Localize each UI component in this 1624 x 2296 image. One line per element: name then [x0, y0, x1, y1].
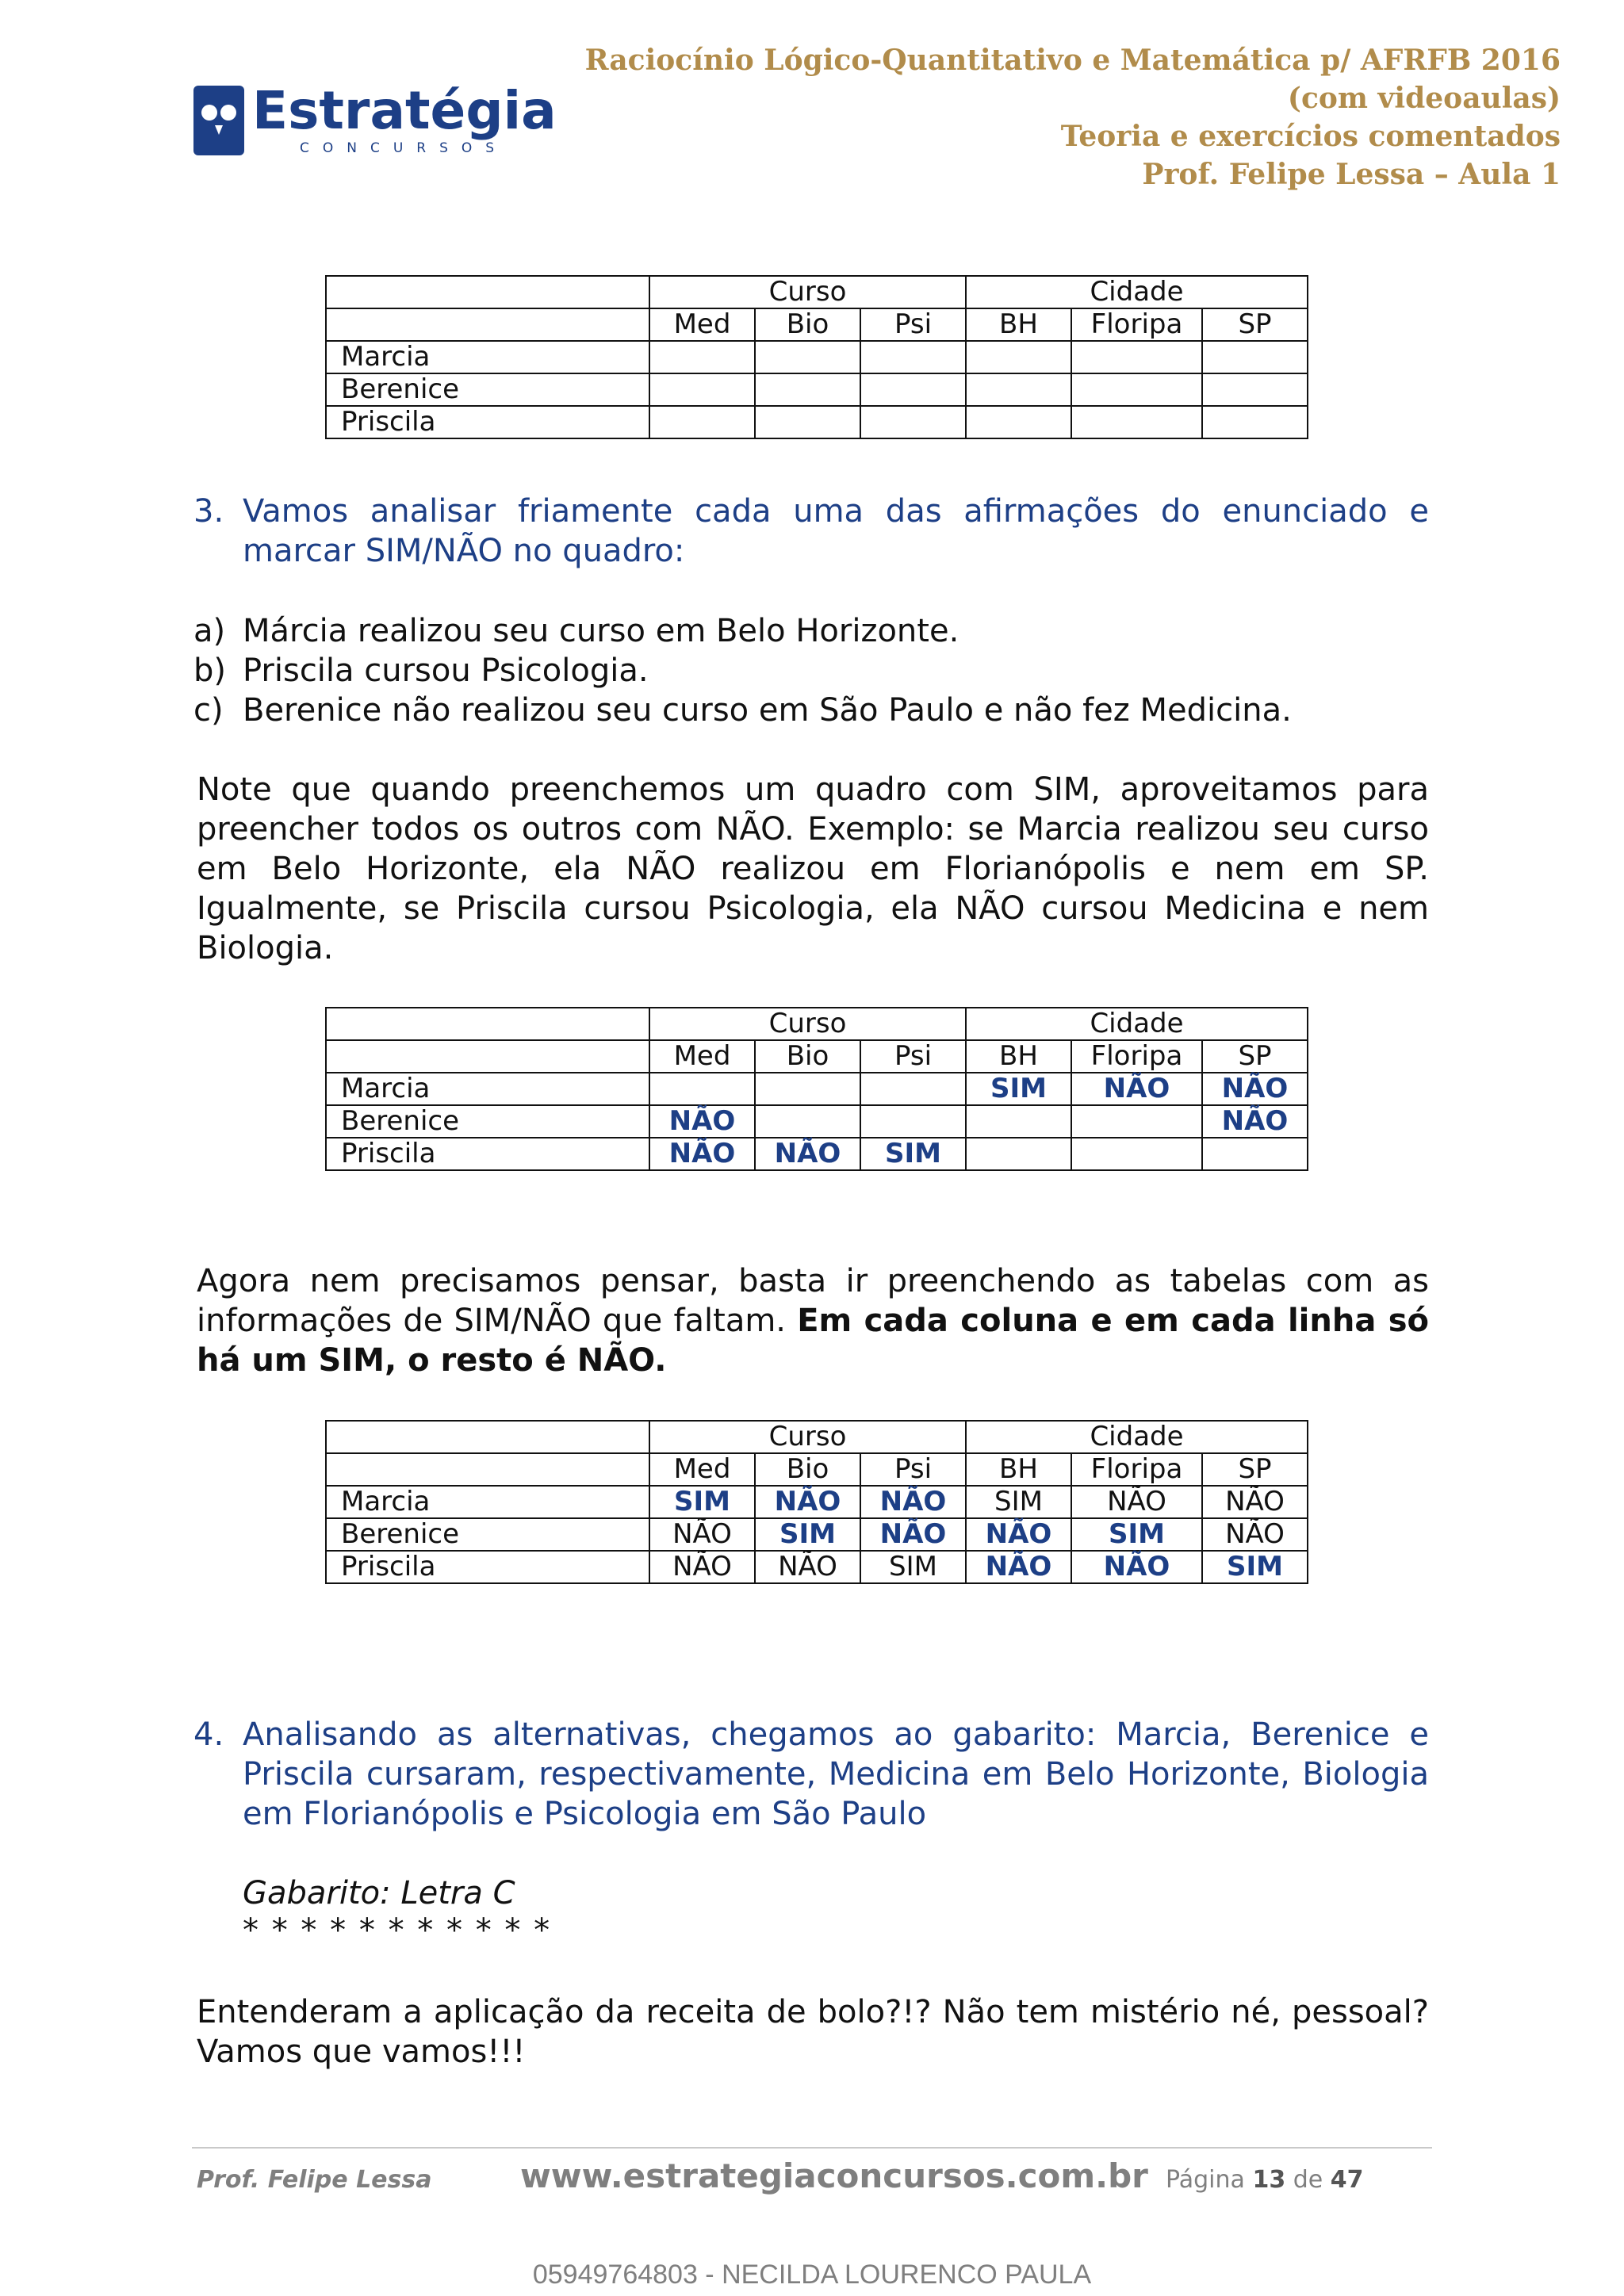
table-cell: NÃO	[966, 1518, 1071, 1551]
table-cell	[966, 406, 1071, 438]
table-cell: SIM	[966, 1073, 1071, 1105]
column-header: Med	[649, 1040, 755, 1073]
table-cell	[860, 341, 966, 373]
column-header: Psi	[860, 1453, 966, 1486]
header-curso: Curso	[649, 1421, 966, 1453]
table-cell	[1071, 1138, 1202, 1170]
table-empty	[325, 275, 1308, 439]
footer-author: Prof. Felipe Lessa	[197, 2166, 432, 2194]
estrategia-logo	[193, 81, 557, 160]
column-header: BH	[966, 308, 1071, 341]
table-cell: NÃO	[860, 1518, 966, 1551]
course-description: Teoria e exercícios comentados	[1060, 120, 1561, 153]
column-header: SP	[1202, 1453, 1308, 1486]
table-cell: NÃO	[1202, 1073, 1308, 1105]
table-cell: SIM	[966, 1486, 1071, 1518]
step-3-text: Vamos analisar friamente cada uma das afirmações do enunciado e marcar SIM/NÃO no quadro:	[243, 493, 1429, 569]
footer-divider	[192, 2147, 1432, 2149]
table-cell: NÃO	[649, 1551, 755, 1583]
column-header: Psi	[860, 1040, 966, 1073]
table-cell	[755, 406, 860, 438]
table-cell: SIM	[860, 1138, 966, 1170]
answer-line: Gabarito: Letra C	[243, 1875, 515, 1911]
table-cell: NÃO	[755, 1486, 860, 1518]
table-cell	[1071, 341, 1202, 373]
corner-cell	[326, 276, 649, 308]
now-paragraph	[197, 1261, 1429, 1380]
header-cidade: Cidade	[966, 1008, 1308, 1040]
row-name: Berenice	[326, 373, 649, 406]
step-3	[193, 492, 1429, 571]
row-name: Berenice	[326, 1518, 649, 1551]
table-cell	[966, 373, 1071, 406]
table-row	[326, 1105, 1308, 1138]
table-cell: NÃO	[1071, 1073, 1202, 1105]
table-cell	[755, 373, 860, 406]
row-name: Berenice	[326, 1105, 649, 1138]
header-cidade: Cidade	[966, 1421, 1308, 1453]
table-cell	[860, 1073, 966, 1105]
column-header: Floripa	[1071, 1453, 1202, 1486]
table-cell	[1071, 373, 1202, 406]
table-cell	[649, 1073, 755, 1105]
table-cell: SIM	[860, 1551, 966, 1583]
column-header: Bio	[755, 1453, 860, 1486]
separator-stars: * * * * * * * * * * *	[243, 1912, 552, 1949]
header-curso: Curso	[649, 1008, 966, 1040]
footer-page-number: Página 13 de 47	[1166, 2166, 1364, 2194]
table-cell	[966, 1105, 1071, 1138]
table-cell: NÃO	[1202, 1486, 1308, 1518]
table-cell	[1202, 341, 1308, 373]
table-cell	[1071, 1105, 1202, 1138]
note-paragraph: Note que quando preenchemos um quadro com SIM, aproveitamos para preencher todos os outros com NÃO. Exemplo: se Marcia realizou seu curso em Belo Horizonte, ela NÃO realizou em Florianópolis e nem em SP. Igualmente, se Priscila cursou Psicologia, ela NÃO cursou Medicina e nem Biologia.	[197, 771, 1429, 966]
table-cell	[860, 373, 966, 406]
corner-cell	[326, 1453, 649, 1486]
table-cell	[755, 341, 860, 373]
header-cidade: Cidade	[966, 276, 1308, 308]
statement-c: c) Berenice não realizou seu curso em São Paulo e não fez Medicina.	[193, 692, 1292, 729]
corner-cell	[326, 1040, 649, 1073]
row-name: Priscila	[326, 1138, 649, 1170]
table-cell: NÃO	[860, 1486, 966, 1518]
table-cell: SIM	[649, 1486, 755, 1518]
watermark-text: 05949764803 - NECILDA LOURENCO PAULA	[532, 2260, 1092, 2290]
column-header: Bio	[755, 1040, 860, 1073]
table-cell	[966, 341, 1071, 373]
course-header	[585, 41, 1561, 193]
row-name: Marcia	[326, 341, 649, 373]
table-cell: NÃO	[649, 1518, 755, 1551]
column-header: Bio	[755, 308, 860, 341]
table-cell: NÃO	[1202, 1105, 1308, 1138]
now-paragraph-bold: Em cada coluna e em cada linha só há um SIM, o resto é NÃO.	[197, 1303, 1429, 1379]
row-name: Priscila	[326, 406, 649, 438]
now-paragraph-plain: Agora nem precisamos pensar, basta ir preenchendo as tabelas com as informações de SIM/NÃO que faltam.	[197, 1263, 1429, 1339]
table-row	[326, 1486, 1308, 1518]
table-cell	[755, 1105, 860, 1138]
header-curso: Curso	[649, 276, 966, 308]
table-cell: SIM	[755, 1518, 860, 1551]
column-header: Floripa	[1071, 308, 1202, 341]
footer-site-link[interactable]: www.estrategiaconcursos.com.br	[520, 2156, 1148, 2195]
column-header: Med	[649, 1453, 755, 1486]
table-cell	[966, 1138, 1071, 1170]
table-row	[326, 1138, 1308, 1170]
table-row	[326, 1551, 1308, 1583]
column-header: SP	[1202, 1040, 1308, 1073]
table-row	[326, 1518, 1308, 1551]
table-cell	[860, 406, 966, 438]
table-cell: NÃO	[755, 1551, 860, 1583]
table-row	[326, 406, 1308, 438]
corner-cell	[326, 308, 649, 341]
logo-brand-text: Estratégia	[252, 80, 557, 141]
table-cell	[755, 1073, 860, 1105]
table-cell: NÃO	[649, 1105, 755, 1138]
table-cell: NÃO	[649, 1138, 755, 1170]
course-subtitle: (com videoaulas)	[1287, 82, 1561, 115]
owl-logo-icon	[193, 86, 244, 155]
table-complete	[325, 1420, 1308, 1584]
table-cell	[1071, 406, 1202, 438]
statement-b: b) Priscila cursou Psicologia.	[193, 652, 649, 689]
column-header: Psi	[860, 308, 966, 341]
column-header: Med	[649, 308, 755, 341]
table-cell	[1202, 406, 1308, 438]
step-3-number: 3.	[193, 493, 224, 530]
table-cell	[1202, 373, 1308, 406]
closing-paragraph: Entenderam a aplicação da receita de bolo?!? Não tem mistério né, pessoal? Vamos que vamos!!!	[197, 1994, 1429, 2070]
logo-sub-text: CONCURSOS	[300, 140, 508, 156]
statement-list	[193, 611, 1292, 730]
table-cell: NÃO	[1202, 1518, 1308, 1551]
table-cell: NÃO	[1071, 1486, 1202, 1518]
column-header: Floripa	[1071, 1040, 1202, 1073]
column-header: BH	[966, 1040, 1071, 1073]
course-title: Raciocínio Lógico-Quantitativo e Matemática p/ AFRFB 2016	[584, 44, 1561, 77]
row-name: Marcia	[326, 1486, 649, 1518]
table-cell: NÃO	[966, 1551, 1071, 1583]
step-4	[193, 1715, 1429, 1834]
column-header: SP	[1202, 308, 1308, 341]
step-4-text: Analisando as alternativas, chegamos ao gabarito: Marcia, Berenice e Priscila cursaram, respectivamente, Medicina em Belo Horizonte, Biologia em Florianópolis e Psicologia em São Paulo	[243, 1716, 1429, 1832]
statement-a: a) Márcia realizou seu curso em Belo Horizonte.	[193, 613, 959, 649]
corner-cell	[326, 1008, 649, 1040]
step-4-number: 4.	[193, 1716, 224, 1753]
row-name: Priscila	[326, 1551, 649, 1583]
table-cell: SIM	[1202, 1551, 1308, 1583]
table-row	[326, 341, 1308, 373]
row-name: Marcia	[326, 1073, 649, 1105]
table-cell	[649, 406, 755, 438]
table-cell: NÃO	[1071, 1551, 1202, 1583]
table-cell: SIM	[1071, 1518, 1202, 1551]
table-cell: NÃO	[755, 1138, 860, 1170]
table-cell	[649, 341, 755, 373]
table-cell	[649, 373, 755, 406]
table-partial	[325, 1007, 1308, 1171]
table-row	[326, 1073, 1308, 1105]
table-cell	[860, 1105, 966, 1138]
course-lesson: Prof. Felipe Lessa – Aula 1	[1142, 158, 1561, 191]
corner-cell	[326, 1421, 649, 1453]
table-row	[326, 373, 1308, 406]
table-cell	[1202, 1138, 1308, 1170]
column-header: BH	[966, 1453, 1071, 1486]
